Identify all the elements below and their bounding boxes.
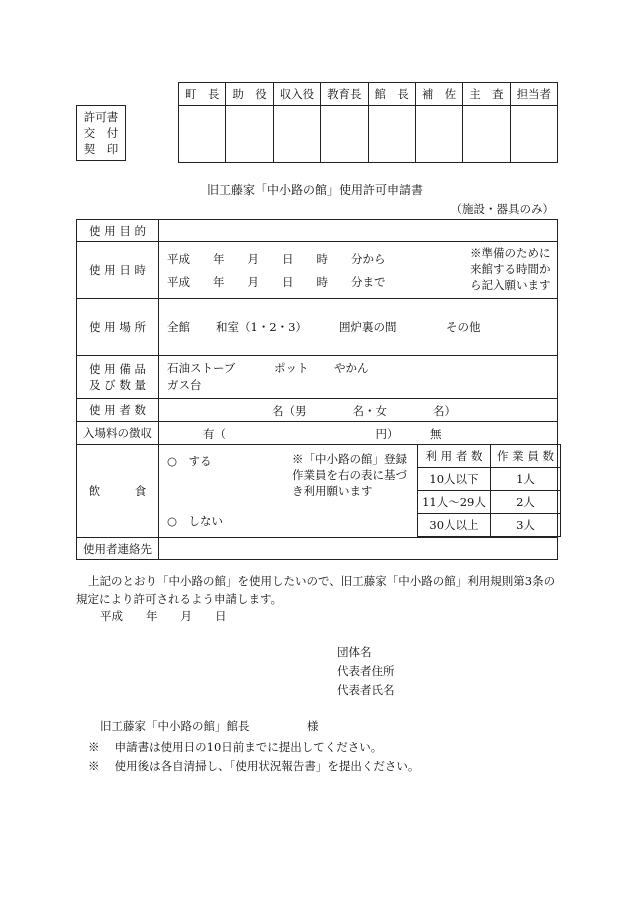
place-option[interactable]: 全館 [167, 320, 190, 334]
applicant-name: 代表者氏名 [337, 683, 395, 697]
stamp-cell[interactable] [415, 106, 462, 163]
equipment-label-line: 使 用 備 品 [89, 362, 146, 376]
stamp-cell[interactable] [273, 106, 320, 163]
fee-no[interactable]: 無 [430, 427, 442, 441]
stamp-cell[interactable] [368, 106, 415, 163]
equipment-field[interactable] [159, 356, 558, 399]
date-note-line: ら記入願います [470, 278, 551, 292]
staff-table-cell: 10人以下 [418, 468, 491, 491]
note-line: ※ 申請書は使用日の10日前までに提出してください。 [88, 740, 383, 754]
food-yes[interactable]: ○ する [167, 454, 212, 468]
date-to: 平成 年 月 日 時 分まで [167, 275, 386, 289]
approver-header: 館 長 [368, 83, 415, 106]
stamp-cell[interactable] [463, 106, 510, 163]
stamp-cell[interactable] [179, 106, 226, 163]
note-line: ※ 使用後は各自清掃し、「使用状況報告書」を提出ください。 [88, 759, 420, 773]
equipment-label-line: 及 び 数 量 [89, 378, 146, 392]
staff-table-cell: 30人以上 [418, 514, 491, 537]
equipment-item: ポット [274, 361, 309, 375]
staff-table-cell: 1人 [491, 468, 561, 491]
food-note-line: き利用願います [292, 484, 373, 498]
equipment-item: やかん [334, 361, 369, 375]
food-note-line: ※「中小路の館」登録 [292, 452, 407, 466]
approver-header: 町 長 [179, 83, 226, 106]
staff-table [417, 444, 561, 537]
dates-label: 使 用 日 時 [77, 242, 159, 299]
stamp-label-box [76, 105, 126, 161]
staff-table-header: 利 用 者 数 [418, 445, 491, 468]
application-date: 平成 年 月 日 [100, 609, 227, 623]
food-label: 飲 食 [77, 445, 159, 538]
declaration-text: 上記のとおり「中小路の館」を使用したいので、旧工藤家「中小路の館」利用規則第3条の規定により許可されるよう申請します。 [76, 574, 556, 606]
place-field[interactable] [159, 299, 558, 356]
approver-header: 補 佐 [415, 83, 462, 106]
approver-header: 担当者 [510, 83, 557, 106]
users-label: 使 用 者 数 [77, 399, 159, 422]
purpose-label: 使 用 目 的 [77, 220, 159, 242]
staff-table-header: 作 業 員 数 [491, 445, 561, 468]
stamp-label-line: 交 付 [83, 126, 119, 140]
fee-label: 入場料の徴収 [77, 422, 159, 445]
approver-header: 収入役 [273, 83, 320, 106]
food-note-line: 作業員を右の表に基づ [292, 468, 407, 482]
stamp-cell[interactable] [321, 106, 368, 163]
applicant-address: 代表者住所 [337, 664, 395, 678]
date-note-line: ※準備のために [470, 246, 551, 260]
approver-header: 教育長 [321, 83, 368, 106]
approval-stamp-table [178, 82, 558, 163]
stamp-cell[interactable] [510, 106, 557, 163]
users-value: 名（男 名・女 名） [272, 404, 456, 418]
place-option[interactable]: 和室（1・2・3） [216, 320, 307, 334]
equipment-item: 石油ストーブ [167, 361, 236, 375]
staff-table-cell: 11人～29人 [418, 491, 491, 514]
date-note-line: 来館する時間か [470, 262, 551, 276]
dates-field[interactable] [159, 242, 558, 299]
stamp-label-line: 許可書 [83, 110, 119, 124]
fee-yes[interactable]: 有（ 円） [203, 427, 399, 441]
staff-table-cell: 2人 [491, 491, 561, 514]
place-option[interactable]: その他 [446, 320, 481, 334]
application-form [76, 219, 558, 560]
document-subtitle: （施設・器具のみ） [450, 202, 554, 216]
stamp-cell[interactable] [226, 106, 273, 163]
stamp-label-line: 契 印 [83, 142, 119, 156]
staff-table-cell: 3人 [491, 514, 561, 537]
food-field[interactable] [159, 445, 558, 538]
equipment-label [77, 356, 159, 399]
equipment-item: ガス台 [167, 378, 202, 392]
food-no[interactable]: ○ しない [167, 514, 224, 528]
date-from: 平成 年 月 日 時 分から [167, 252, 386, 266]
contact-field[interactable] [159, 538, 558, 560]
document-title: 旧工藤家「中小路の館」使用許可申請書 [206, 183, 423, 197]
addressee: 旧工藤家「中小路の館」館長 様 [100, 719, 319, 733]
place-label: 使 用 場 所 [77, 299, 159, 356]
fee-field[interactable] [159, 422, 558, 445]
approver-header: 主 査 [463, 83, 510, 106]
applicant-org: 団体名 [337, 645, 372, 659]
contact-label: 使用者連絡先 [77, 538, 159, 560]
users-field[interactable] [159, 399, 558, 422]
purpose-field[interactable] [159, 220, 558, 242]
place-option[interactable]: 囲炉裏の間 [339, 320, 397, 334]
approver-header: 助 役 [226, 83, 273, 106]
